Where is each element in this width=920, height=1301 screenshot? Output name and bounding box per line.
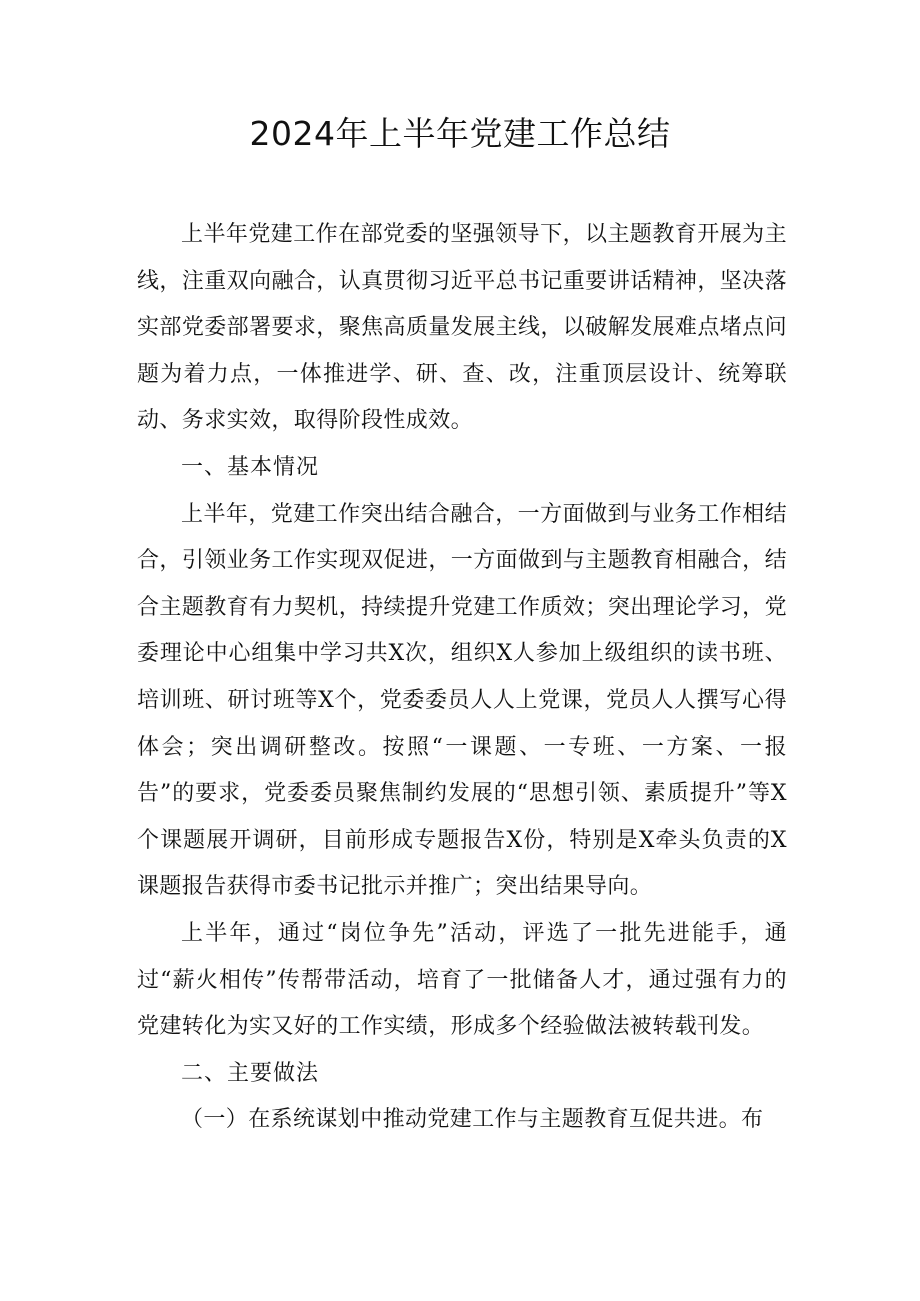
activities-paragraph: 上半年，通过“岗位争先”活动，评选了一批先进能手，通过“薪火相传”传帮带活动，培育了一批储备人才，通过强有力的党建转化为实又好的工作实绩，形成多个经验做法被转载刊发。 — [137, 920, 787, 1040]
document-title: 2024年上半年党建工作总结 — [249, 114, 671, 153]
document-body — [137, 212, 787, 1144]
basic-situation-paragraph: 上半年，党建工作突出结合融合，一方面做到与业务工作相结合，引领业务工作实现双促进，一方面做到与主题教育相融合，结合主题教育有力契机，持续提升党建工作质效；突出理论学习，党委理论中心组集中学习共X次，组织X人参加上级组织的读书班、培训班、研讨班等X个，党委委员人人上党课，党员人人撰写心得体会；突出调研整改。按照“一课题、一专班、一方案、一报告”的要求，党委委员聚焦制约发展的“思想引领、素质提升”等X个课题展开调研，目前形成专题报告X份，特别是X牵头负责的X课题报告获得市委书记批示并推广；突出结果导向。 — [137, 501, 787, 900]
section-heading-basic-situation: 一、基本情况 — [181, 454, 320, 480]
section-heading-main-practices: 二、主要做法 — [181, 1060, 320, 1086]
intro-paragraph: 上半年党建工作在部党委的坚强领导下，以主题教育开展为主线，注重双向融合，认真贯彻习近平总书记重要讲话精神，坚决落实部党委部署要求，聚焦高质量发展主线，以破解发展难点堵点问题为着力点，一体推进学、研、查、改，注重顶层设计、统筹联动、务求实效，取得阶段性成效。 — [137, 222, 787, 434]
subsection-paragraph: （一）在系统谋划中推动党建工作与主题教育互促共进。布 — [181, 1107, 764, 1133]
